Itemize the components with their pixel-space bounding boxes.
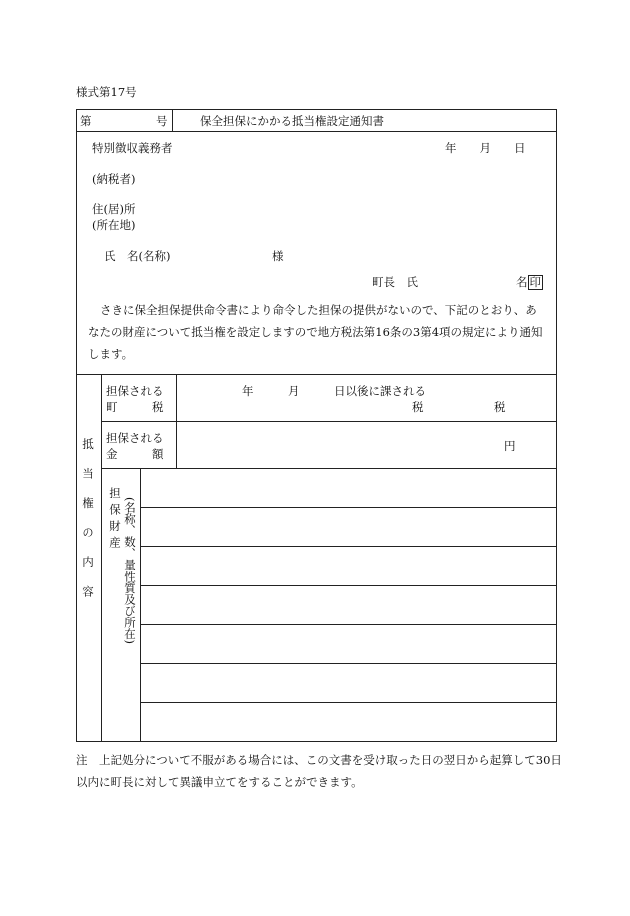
- seal-mark: 印: [529, 275, 541, 289]
- amount-yen: 円: [504, 439, 516, 453]
- property-line-4: [140, 624, 557, 625]
- issuer-seal: [516, 274, 543, 290]
- tax-zei-1: 税: [412, 400, 424, 414]
- tax-zei-2: 税: [494, 400, 506, 414]
- property-line-1: [140, 507, 557, 508]
- obligor-label: 特別徴収義務者: [92, 141, 173, 155]
- table-top-line: [76, 374, 557, 375]
- header-dai: 第: [80, 114, 92, 128]
- property-line-3: [140, 585, 557, 586]
- mei-label: 名: [516, 275, 528, 289]
- location-label: (所在地): [92, 218, 136, 232]
- row-divider-1: [101, 421, 557, 422]
- date-field: 年 月 日: [445, 141, 526, 155]
- amount-label-line2: 金 額: [106, 447, 164, 461]
- row-divider-2: [101, 468, 557, 469]
- footnote: 注 上記処分について不服がある場合には、この文書を受け取った日の翌日から起算して30日以内に町長に対して異議申立てをすることができます。: [76, 753, 562, 789]
- taxpayer-label: (納税者): [92, 172, 136, 186]
- sama-label: 様: [272, 249, 284, 263]
- tax-label-line2: 町 税: [106, 400, 164, 414]
- tax-date-text: 年 月 日以後に課される: [242, 384, 426, 398]
- mayor-label: 町長 氏: [372, 275, 418, 289]
- amount-label-line1: 担保される: [106, 431, 164, 445]
- form-title: 保全担保にかかる抵当権設定通知書: [200, 114, 384, 128]
- property-line-5: [140, 663, 557, 664]
- property-line-6: [140, 702, 557, 703]
- property-line-2: [140, 546, 557, 547]
- property-label-divider: [140, 468, 141, 742]
- property-label: 担保財産: [108, 487, 122, 553]
- section-label: 抵当権の内容: [81, 438, 95, 615]
- header-go: 号: [156, 114, 168, 128]
- property-sublabel: (名称、数、量性質及び所在): [123, 497, 137, 644]
- section-divider: [101, 374, 102, 742]
- form-number: 様式第17号: [76, 85, 137, 99]
- header-divider: [172, 109, 173, 132]
- name-label: 氏 名(名称): [104, 249, 171, 263]
- tax-label-line1: 担保される: [106, 384, 164, 398]
- address-label: 住(居)所: [92, 202, 136, 216]
- notice-paragraph: さきに保全担保提供命令書により命令した担保の提供がないので、下記のとおり、あなたの財産について抵当権を設定しますので地方税法第16条の3第4項の規定により通知します。: [88, 303, 543, 361]
